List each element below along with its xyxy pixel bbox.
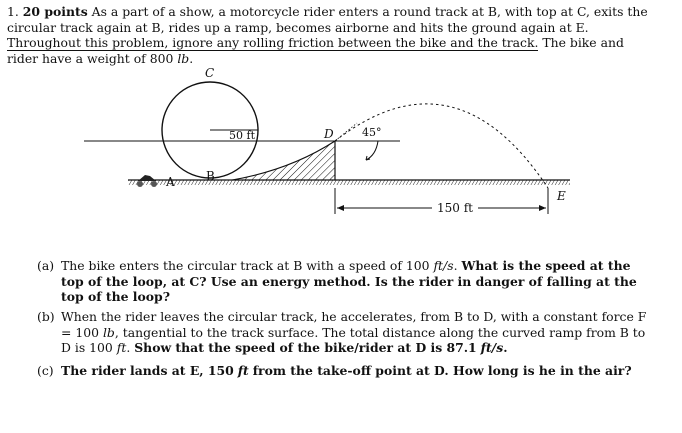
part-b-text-2: , tangential to the track surface. The total distance along the curved ramp from B to D is 100 bbox=[61, 324, 646, 356]
angle-arc bbox=[366, 141, 378, 160]
ground-hatch bbox=[128, 180, 570, 185]
problem-text-2: The bike and rider have a weight of bbox=[7, 35, 624, 66]
problem-points: 20 points bbox=[22, 4, 88, 19]
part-a bbox=[37, 258, 657, 305]
part-b-label: (b) bbox=[37, 309, 55, 324]
weight-value: 800 bbox=[149, 50, 174, 66]
motorcycle-icon bbox=[137, 175, 157, 187]
part-b-unit: lb bbox=[102, 324, 115, 340]
label-radius: 50 ft bbox=[229, 129, 255, 142]
dim-arrow-right bbox=[539, 205, 546, 211]
part-b-question: Show that the speed of the bike/rider at D is 87.1 bbox=[134, 340, 477, 356]
part-c-question-end: from the take-off point at D. How long is he in the air? bbox=[252, 363, 632, 378]
part-a-question: What is the speed at the top of the loop, at C? Use an energy method. Is the rider in danger of falling at the top of the loop? bbox=[61, 258, 637, 305]
part-b-question-end: . bbox=[503, 340, 508, 356]
part-b bbox=[37, 309, 657, 356]
problem-text-1: As a part of a show, a motorcycle rider enters a round track at B, with top at C, exits the circular track again at B, rides up a ramp, becomes airborne and hits the ground again at E. bbox=[7, 4, 648, 35]
problem-underlined-note: Throughout this problem, ignore any rolling friction between the bike and the track. bbox=[7, 35, 539, 51]
part-a-text-end: . bbox=[453, 258, 458, 273]
trajectory bbox=[335, 104, 548, 188]
part-a-unit: ft/s bbox=[433, 258, 454, 273]
part-b-question-unit: ft/s bbox=[480, 340, 504, 356]
label-A: A bbox=[166, 175, 175, 189]
part-b-unit-2: ft bbox=[116, 340, 127, 356]
part-c-question: The rider lands at E, 150 bbox=[61, 363, 234, 378]
part-a-text: The bike enters the circular track at B with a speed of 100 bbox=[61, 258, 430, 273]
dim-arrow-left bbox=[337, 205, 344, 211]
part-c-unit: ft bbox=[237, 363, 249, 378]
part-c-label: (c) bbox=[37, 363, 54, 378]
label-B: B bbox=[206, 169, 215, 183]
launch-angle-line bbox=[335, 123, 357, 141]
label-angle: 45° bbox=[362, 126, 382, 139]
part-c bbox=[37, 363, 657, 379]
part-b-text-end: . bbox=[126, 340, 131, 356]
part-b-text: When the rider leaves the circular track, he accelerates, from B to D, with a constant force F = 100 bbox=[61, 309, 647, 340]
label-D: D bbox=[324, 127, 334, 141]
label-C: C bbox=[205, 66, 215, 80]
problem-number: 1. bbox=[7, 4, 19, 19]
weight-unit: lb bbox=[177, 50, 190, 66]
label-E: E bbox=[557, 189, 566, 203]
label-distance: 150 ft bbox=[437, 201, 473, 215]
intro-end: . bbox=[189, 50, 194, 66]
part-a-label: (a) bbox=[37, 258, 55, 273]
